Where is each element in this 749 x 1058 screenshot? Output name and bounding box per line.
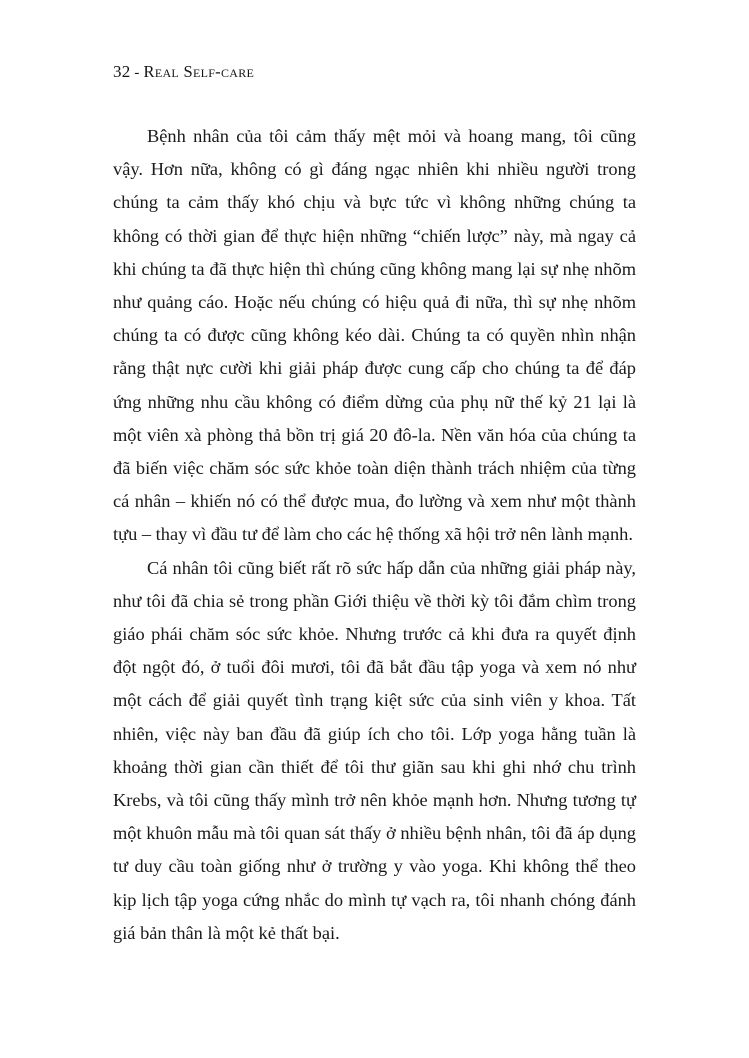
body-text	[113, 120, 636, 950]
paragraph: Bệnh nhân của tôi cảm thấy mệt mỏi và hoang mang, tôi cũng vậy. Hơn nữa, không có gì đáng ngạc nhiên khi nhiều người trong chúng ta cảm thấy khó chịu và bực tức vì không những chúng ta không có thời gian để thực hiện những “chiến lược” này, mà ngay cả khi chúng ta đã thực hiện thì chúng cũng không mang lại sự nhẹ nhõm như quảng cáo. Hoặc nếu chúng có hiệu quả đi nữa, thì sự nhẹ nhõm chúng ta có được cũng không kéo dài. Chúng ta có quyền nhìn nhận rằng thật nực cười khi giải pháp được cung cấp cho chúng ta để đáp ứng những nhu cầu không có điểm dừng của phụ nữ thế kỷ 21 lại là một viên xà phòng thả bồn trị giá 20 đô-la. Nền văn hóa của chúng ta đã biến việc chăm sóc sức khỏe toàn diện thành trách nhiệm của từng cá nhân – khiến nó có thể được mua, đo lường và xem như một thành tựu – thay vì đầu tư để làm cho các hệ thống xã hội trở nên lành mạnh.	[113, 126, 636, 545]
paragraph: Cá nhân tôi cũng biết rất rõ sức hấp dẫn của những giải pháp này, như tôi đã chia sẻ trong phần Giới thiệu về thời kỳ tôi đắm chìm trong giáo phái chăm sóc sức khỏe. Nhưng trước cả khi đưa ra quyết định đột ngột đó, ở tuổi đôi mươi, tôi đã bắt đầu tập yoga và xem nó như một cách để giải quyết tình trạng kiệt sức của sinh viên y khoa. Tất nhiên, việc này ban đầu đã giúp ích cho tôi. Lớp yoga hằng tuần là khoảng thời gian cần thiết để tôi thư giãn sau khi ghi nhớ chu trình Krebs, và tôi cũng thấy mình trở nên khỏe mạnh hơn. Nhưng tương tự một khuôn mẫu mà tôi quan sát thấy ở nhiều bệnh nhân, tôi đã áp dụng tư duy cầu toàn giống như ở trường y vào yoga. Khi không thể theo kịp lịch tập yoga cứng nhắc do mình tự vạch ra, tôi nhanh chóng đánh giá bản thân là một kẻ thất bại.	[113, 557, 636, 943]
book-title: Real Self-care	[143, 62, 255, 81]
page-number: 32	[113, 62, 131, 81]
running-head	[113, 62, 254, 82]
running-head-separator: -	[130, 65, 144, 81]
